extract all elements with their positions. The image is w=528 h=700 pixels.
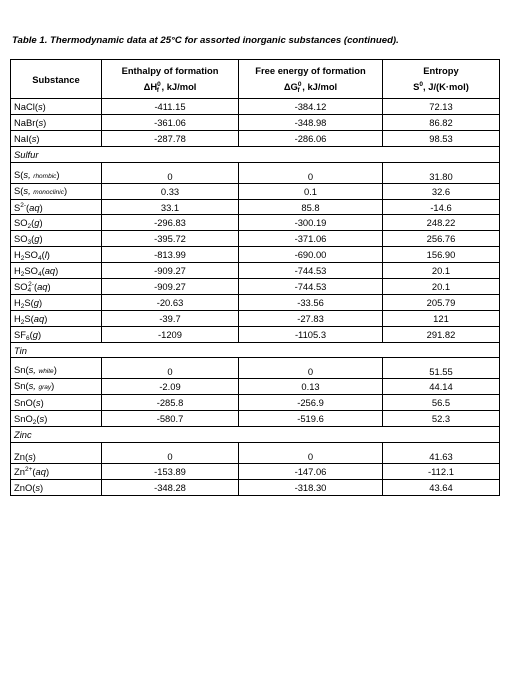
table-row — [11, 443, 500, 464]
gibbs-cell: -690.00 — [239, 247, 383, 263]
substance-cell: $H_2SO_4(aq)$ — [11, 263, 102, 279]
enthalpy-cell: -287.78 — [102, 130, 239, 146]
enthalpy-cell: -909.27 — [102, 263, 239, 279]
header-enthalpy-units — [102, 79, 238, 95]
header-entropy — [383, 60, 500, 99]
enthalpy-cell: -1209 — [102, 326, 239, 342]
group-label: Zinc — [11, 427, 500, 443]
enthalpy-cell: -153.89 — [102, 464, 239, 480]
substance-cell: $S^{2-}(aq)$ — [11, 199, 102, 215]
table-row — [11, 395, 500, 411]
substance-cell: ZnO(s) — [11, 480, 102, 496]
table-row — [11, 480, 500, 496]
entropy-cell: 72.13 — [383, 99, 500, 115]
entropy-cell: 86.82 — [383, 114, 500, 130]
table-row — [11, 263, 500, 279]
gibbs-cell: -286.06 — [239, 130, 383, 146]
entropy-cell: 32.6 — [383, 183, 500, 199]
entropy-cell: 291.82 — [383, 326, 500, 342]
enthalpy-cell: 0 — [102, 358, 239, 379]
group-row-zinc — [11, 427, 500, 443]
substance-cell: $H_2SO_4(l)$ — [11, 247, 102, 263]
enthalpy-cell: -20.63 — [102, 294, 239, 310]
table-row — [11, 183, 500, 199]
header-gibbs-title: Free energy of formation — [255, 65, 366, 76]
group-label: Tin — [11, 342, 500, 358]
header-gibbs — [239, 60, 383, 99]
table-caption: Table 1. Thermodynamic data at 25°C for assorted inorganic substances (continued). — [12, 35, 399, 46]
gibbs-cell: 0.13 — [239, 379, 383, 395]
gibbs-cell: -384.12 — [239, 99, 383, 115]
header-enthalpy-title: Enthalpy of formation — [121, 65, 219, 76]
table-body — [11, 99, 500, 496]
table-row — [11, 411, 500, 427]
entropy-cell: 256.76 — [383, 231, 500, 247]
table-row — [11, 379, 500, 395]
table-header-row — [11, 60, 500, 99]
substance-cell: $H_2S(g)$ — [11, 294, 102, 310]
gibbs-cell: 0.1 — [239, 183, 383, 199]
enthalpy-cell: 33.1 — [102, 199, 239, 215]
group-row-sulfur — [11, 146, 500, 162]
gibbs-cell: -256.9 — [239, 395, 383, 411]
table-row — [11, 310, 500, 326]
enthalpy-cell: -39.7 — [102, 310, 239, 326]
table-row — [11, 215, 500, 231]
gibbs-cell: -744.53 — [239, 279, 383, 295]
gibbs-cell: -33.56 — [239, 294, 383, 310]
substance-cell: Sn(s, white) — [11, 358, 102, 379]
header-gibbs-units — [239, 79, 382, 95]
entropy-cell: 156.90 — [383, 247, 500, 263]
entropy-cell: 20.1 — [383, 263, 500, 279]
table-row — [11, 99, 500, 115]
header-enthalpy-unit-text: , kJ/mol — [161, 81, 197, 92]
table-row — [11, 114, 500, 130]
thermodynamic-data-table — [10, 59, 500, 496]
substance-cell: $SO_4^{2-}(aq)$ — [11, 279, 102, 295]
enthalpy-cell: -909.27 — [102, 279, 239, 295]
enthalpy-cell: -813.99 — [102, 247, 239, 263]
gibbs-cell: 85.8 — [239, 199, 383, 215]
header-entropy-units: $S^0$, J/(K·mol) — [413, 81, 469, 92]
enthalpy-cell: -411.15 — [102, 99, 239, 115]
enthalpy-cell: -285.8 — [102, 395, 239, 411]
entropy-cell: 205.79 — [383, 294, 500, 310]
enthalpy-cell: 0 — [102, 443, 239, 464]
header-enthalpy-symbol: $\Delta H^0_f$ — [143, 81, 161, 94]
table-row — [11, 231, 500, 247]
gibbs-cell: -318.30 — [239, 480, 383, 496]
substance-cell: NaBr(s) — [11, 114, 102, 130]
enthalpy-cell: -580.7 — [102, 411, 239, 427]
substance-cell: NaI(s) — [11, 130, 102, 146]
entropy-cell: 44.14 — [383, 379, 500, 395]
substance-cell: S(s, monoclinic) — [11, 183, 102, 199]
substance-cell: $SO_2(g)$ — [11, 215, 102, 231]
gibbs-cell: -744.53 — [239, 263, 383, 279]
substance-cell: $H_2S(aq)$ — [11, 310, 102, 326]
gibbs-cell: 0 — [239, 162, 383, 183]
header-substance: Substance — [11, 60, 102, 99]
gibbs-cell: -1105.3 — [239, 326, 383, 342]
table-row — [11, 247, 500, 263]
enthalpy-cell: -296.83 — [102, 215, 239, 231]
table-row — [11, 162, 500, 183]
substance-cell: $Zn^{2+}(aq)$ — [11, 464, 102, 480]
gibbs-cell: -147.06 — [239, 464, 383, 480]
enthalpy-cell: -348.28 — [102, 480, 239, 496]
substance-cell: Zn(s) — [11, 443, 102, 464]
entropy-cell: 41.63 — [383, 443, 500, 464]
entropy-cell: 43.64 — [383, 480, 500, 496]
entropy-cell: 248.22 — [383, 215, 500, 231]
entropy-cell: -112.1 — [383, 464, 500, 480]
group-label: Sulfur — [11, 146, 500, 162]
group-row-tin — [11, 342, 500, 358]
entropy-cell: 52.3 — [383, 411, 500, 427]
entropy-cell: 56.5 — [383, 395, 500, 411]
table-row — [11, 130, 500, 146]
entropy-cell: 121 — [383, 310, 500, 326]
substance-cell: $SO_3(g)$ — [11, 231, 102, 247]
enthalpy-cell: -395.72 — [102, 231, 239, 247]
gibbs-cell: -371.06 — [239, 231, 383, 247]
gibbs-cell: -300.19 — [239, 215, 383, 231]
substance-cell: SnO(s) — [11, 395, 102, 411]
substance-cell: NaCl(s) — [11, 99, 102, 115]
substance-cell: $SF_6(g)$ — [11, 326, 102, 342]
header-gibbs-unit-text: , kJ/mol — [302, 81, 338, 92]
enthalpy-cell: -361.06 — [102, 114, 239, 130]
substance-cell: SnO$_2$(s) — [11, 411, 102, 427]
enthalpy-cell: -2.09 — [102, 379, 239, 395]
header-entropy-title: Entropy — [423, 65, 459, 76]
substance-cell: S(s, rhombic) — [11, 162, 102, 183]
gibbs-cell: 0 — [239, 443, 383, 464]
gibbs-cell: -348.98 — [239, 114, 383, 130]
table-row — [11, 358, 500, 379]
entropy-cell: -14.6 — [383, 199, 500, 215]
gibbs-cell: -27.83 — [239, 310, 383, 326]
entropy-cell: 51.55 — [383, 358, 500, 379]
header-gibbs-symbol: $\Delta G^0_f$ — [283, 81, 302, 94]
table-row — [11, 199, 500, 215]
table-row — [11, 326, 500, 342]
enthalpy-cell: 0 — [102, 162, 239, 183]
gibbs-cell: -519.6 — [239, 411, 383, 427]
gibbs-cell: 0 — [239, 358, 383, 379]
table-row — [11, 279, 500, 295]
entropy-cell: 98.53 — [383, 130, 500, 146]
header-enthalpy — [102, 60, 239, 99]
table-row — [11, 294, 500, 310]
entropy-cell: 20.1 — [383, 279, 500, 295]
entropy-cell: 31.80 — [383, 162, 500, 183]
substance-cell: Sn(s, gray) — [11, 379, 102, 395]
enthalpy-cell: 0.33 — [102, 183, 239, 199]
table-row — [11, 464, 500, 480]
